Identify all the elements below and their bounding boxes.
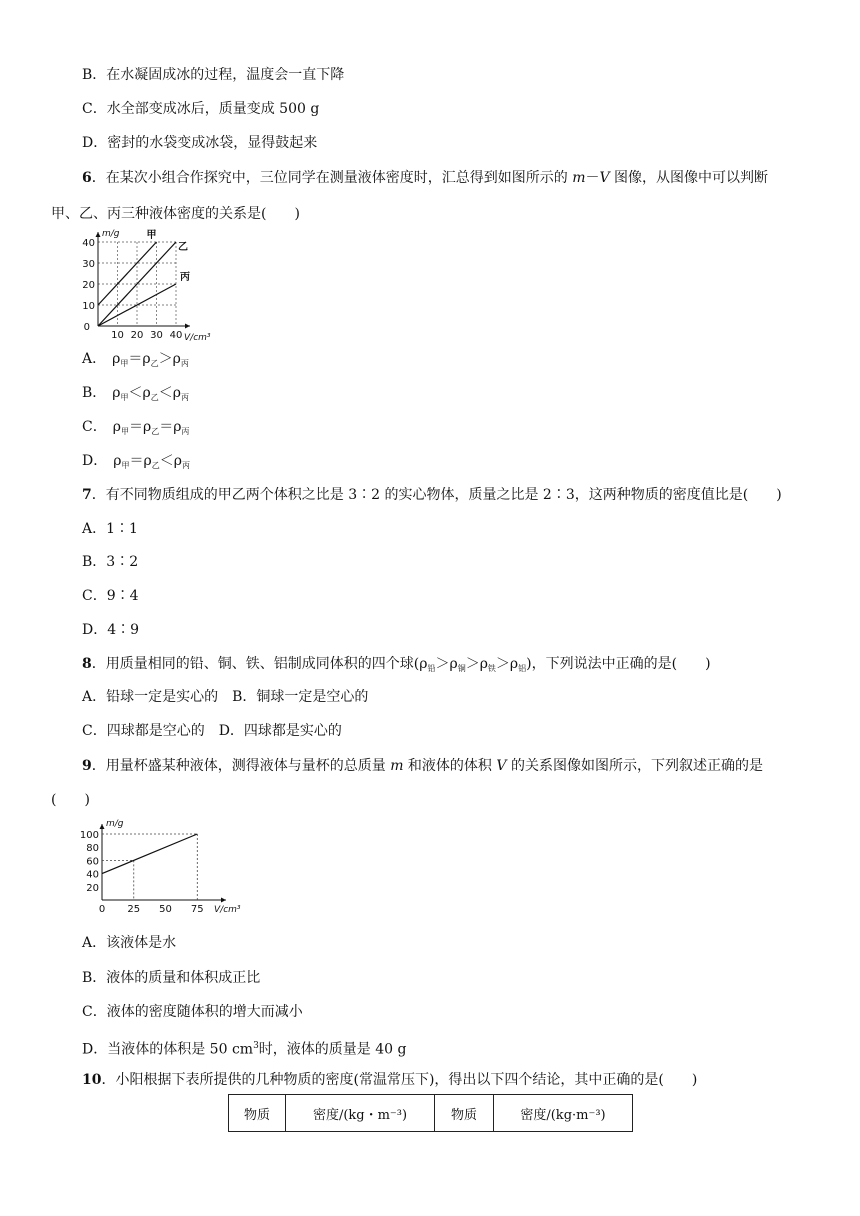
q7-stem: 7．有不同物质组成的甲乙两个体积之比是 3∶2 的实心物体，质量之比是 2∶3，这两种物质的密度值比是( ) [82,487,782,503]
question-number: 10 [82,1072,102,1088]
y-tick-label: 100 [80,830,99,841]
y-axis-arrow [96,232,101,237]
origin-label: 0 [83,322,90,333]
q6-option-b: B． $\rho_甲<\rho_乙<\rho_丙$ [82,385,189,402]
y-tick-label: 80 [86,843,99,855]
x-axis-label: V/cm³ [184,333,211,343]
y-axis-arrow [100,824,105,829]
y-tick-label: 60 [86,856,99,868]
series-label: 丙 [180,272,190,283]
series-line [102,834,197,874]
table-header-cell: 物质 [229,1095,286,1132]
series-label: 甲 [146,230,157,241]
question-number: 9 [82,758,92,774]
q6-option-d: D． $\rho_甲=\rho_乙<\rho_丙$ [82,453,190,470]
q9-option-d: D．当液体的体积是 50 $cm^3$时，液体的质量是 40 g [82,1041,407,1058]
x-axis-arrow [185,324,190,329]
q9-option-c: C．液体的密度随体积的增大而减小 [82,1004,303,1020]
q6-stem-line2: 甲、乙、丙三种液体密度的关系是( ) [51,206,300,222]
x-tick-label: 40 [169,330,183,341]
x-axis-label: V/cm³ [214,905,241,915]
x-tick-label: 20 [130,330,144,341]
question-number: 6 [82,170,92,186]
y-tick-label: 10 [82,301,95,312]
mv-chart-q6 [80,226,270,346]
x-tick-label: 30 [150,330,163,341]
table-header-row [229,1095,633,1132]
y-tick-label: 40 [86,869,99,881]
q8-options-cd: C．四球都是空心的 D．四球都是实心的 [82,723,342,739]
q9-option-b: B．液体的质量和体积成正比 [82,970,261,986]
x-tick-label: 50 [159,904,172,915]
q5-option-c: C．水全部变成冰后，质量变成 500 g [82,101,320,117]
y-tick-label: 30 [82,259,95,270]
x-tick-label: 75 [190,904,204,915]
x-tick-label: 10 [111,330,124,341]
q8-options-ab: A．铅球一定是实心的 B．铜球一定是空心的 [82,689,369,705]
series-line [98,242,157,305]
q9-stem: 9．用量杯盛某种液体，测得液体与量杯的总质量 m 和液体的体积 V 的关系图像如图所示，下列叙述正确的是 [82,758,763,774]
q7-option-c: C．9∶4 [82,588,139,604]
y-tick-label: 40 [82,238,95,249]
q7-option-b: B．3∶2 [82,554,139,570]
q6-stem-line1: 6．在某次小组合作探究中，三位同学在测量液体密度时，汇总得到如图所示的 m－V 图像，从图像中可以判断 [82,170,769,186]
q6-option-a: A． $\rho_甲=\rho_乙>\rho_丙$ [82,351,189,368]
q9-answer-paren: ( ) [51,792,90,808]
table-header-cell: 密度/(kg・m⁻³) [286,1095,435,1132]
y-axis-label: m/g [106,819,124,829]
y-tick-label: 20 [82,280,95,291]
question-number: 7 [82,487,92,503]
table-header-cell: 密度/(kg·m⁻³) [494,1095,633,1132]
x-tick-label: 25 [127,904,141,915]
q7-option-a: A．1∶1 [82,521,138,537]
q10-stem: 10．小阳根据下表所提供的几种物质的密度(常温常压下)，得出以下四个结论，其中正确的是( ) [82,1072,698,1088]
q5-option-b: B．在水凝固成冰的过程，温度会一直下降 [82,67,345,83]
x-axis-arrow [221,898,226,903]
q8-stem: 8．用质量相同的铅、铜、铁、铝制成同体积的四个球$(\rho_铅>\rho_铜>\rho_铁>\rho_铝)$，下列说法中正确的是( ) [82,656,711,673]
table-header-cell: 物质 [435,1095,494,1132]
q5-option-d: D．密封的水袋变成冰袋，显得鼓起来 [82,135,318,151]
density-table [228,1094,633,1132]
q6-option-c: C． $\rho_甲=\rho_乙=\rho_丙$ [82,419,190,436]
q9-option-a: A．该液体是水 [82,935,177,951]
y-axis-label: m/g [102,229,120,239]
y-tick-label: 20 [86,882,99,894]
x-tick-label: 0 [98,904,106,915]
mv-chart-q9 [80,814,270,926]
question-number: 8 [82,656,92,672]
series-label: 乙 [178,242,188,253]
q7-option-d: D．4∶9 [82,622,140,638]
